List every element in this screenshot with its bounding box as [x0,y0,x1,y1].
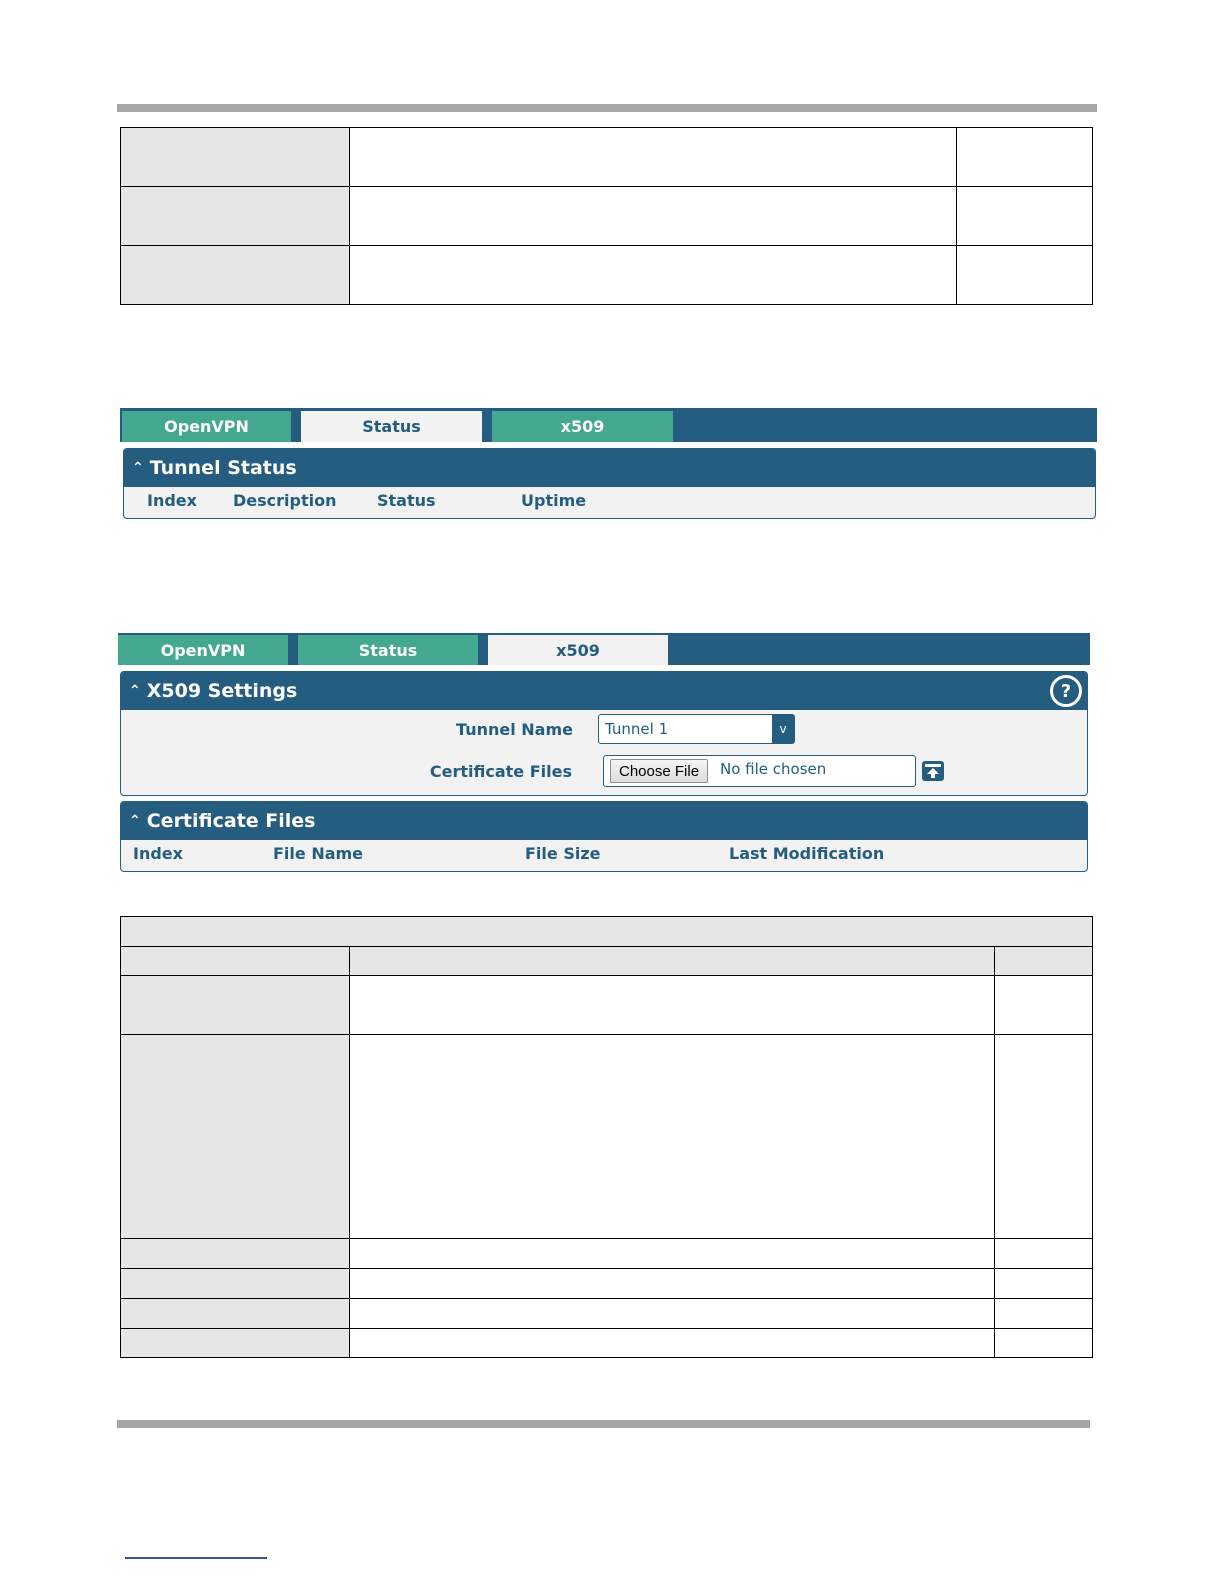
tunnel-status-title: Tunnel Status [149,457,297,479]
choose-file-button[interactable]: Choose File [610,759,708,783]
table-cell [121,1035,350,1239]
status-panel [120,408,1097,522]
tunnel-name-value: Tunnel 1 [605,720,669,738]
table-cell [121,1329,350,1358]
table-cell [957,128,1093,187]
column-status: Status [377,491,436,510]
table-cell [995,1329,1093,1358]
table-cell [995,1035,1093,1239]
status-tab-bar [120,408,1097,442]
x509-settings-header[interactable] [121,672,1087,710]
no-file-text: No file chosen [720,760,827,778]
column-last-modification: Last Modification [729,844,885,863]
table-header-cell [350,947,995,976]
table-row [121,246,1093,305]
table-cell [121,187,350,246]
table-row [121,1239,1093,1269]
x509-panel [118,633,1090,877]
table-title-cell [121,917,1093,947]
table-row [121,1329,1093,1358]
table-row [121,187,1093,246]
table-cell [350,1239,995,1269]
table-cell [995,1239,1093,1269]
table-row [121,947,1093,976]
header-rule [117,104,1097,112]
table-row [121,917,1093,947]
table-cell [350,1035,995,1239]
table-header-cell [995,947,1093,976]
tunnel-name-label: Tunnel Name [456,720,573,739]
table-cell [350,1269,995,1299]
column-file-name: File Name [273,844,364,863]
footer-link-underline[interactable] [125,1557,267,1559]
certificate-files-title: Certificate Files [146,810,316,832]
table-cell [121,1269,350,1299]
table-cell [350,187,957,246]
table-cell [350,128,957,187]
table-row [121,128,1093,187]
chevron-up-icon: ⌃ [129,813,141,829]
table-cell [957,246,1093,305]
table-row [121,1269,1093,1299]
table-cell [121,1239,350,1269]
tunnel-status-header[interactable] [124,449,1095,487]
table-cell [350,246,957,305]
certificate-files-section [120,801,1088,872]
table-cell [121,246,350,305]
tab-x509[interactable]: x509 [492,411,673,442]
tab-openvpn[interactable]: OpenVPN [118,635,288,665]
table-cell [350,1329,995,1358]
upload-icon-glyph [922,761,944,781]
column-index: Index [147,491,197,510]
table-cell [350,1299,995,1329]
column-file-size: File Size [525,844,601,863]
x509-settings-title: X509 Settings [146,680,298,702]
tab-openvpn[interactable]: OpenVPN [122,411,291,442]
table-cell [995,1299,1093,1329]
chevron-up-icon: ⌃ [132,460,144,476]
table-row [121,1299,1093,1329]
table-cell [957,187,1093,246]
tunnel-status-section [123,448,1096,519]
footer-rule [117,1420,1090,1428]
column-uptime: Uptime [521,491,587,510]
chevron-down-icon: v [772,715,794,743]
table-row [121,976,1093,1035]
table-cell [121,976,350,1035]
certificate-files-label: Certificate Files [429,762,572,781]
help-icon[interactable]: ? [1050,675,1082,707]
table-cell [350,976,995,1035]
table-header-cell [121,947,350,976]
table-cell [121,128,350,187]
tab-status[interactable]: Status [298,635,478,665]
table-row [121,1035,1093,1239]
upload-icon[interactable] [922,761,944,781]
x509-tab-bar [118,633,1090,665]
tab-status[interactable]: Status [301,411,482,442]
table-cell [121,1299,350,1329]
table-cell [995,976,1093,1035]
certificate-file-input[interactable] [603,755,916,787]
table-cell [995,1269,1093,1299]
tunnel-name-select[interactable] [598,714,795,744]
bottom-table [120,916,1093,1358]
tab-x509[interactable]: x509 [488,635,668,665]
chevron-up-icon: ⌃ [129,683,141,699]
certificate-files-header[interactable] [121,802,1087,840]
column-description: Description [233,491,337,510]
top-table [120,127,1093,305]
x509-settings-section [120,671,1088,796]
column-index: Index [133,844,183,863]
